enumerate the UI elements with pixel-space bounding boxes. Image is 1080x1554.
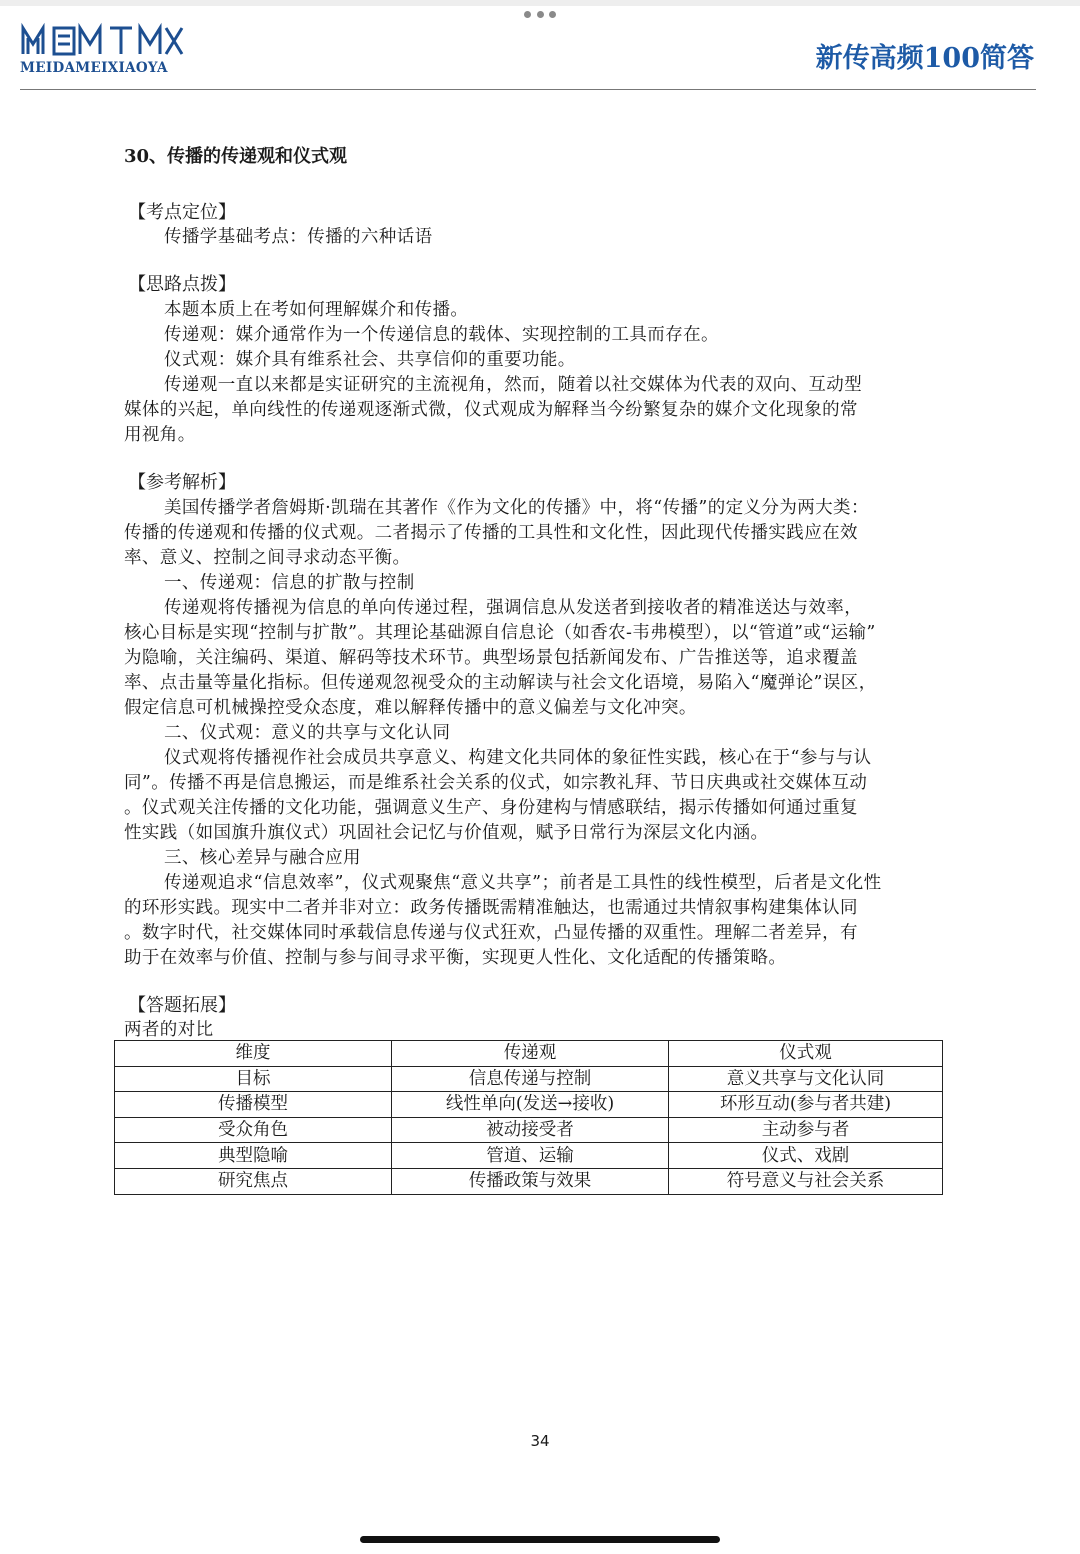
table-cell: 典型隐喻 — [115, 1143, 392, 1169]
section-heading-silu: 【思路点拨】 — [128, 274, 236, 295]
top-edge — [0, 0, 1080, 6]
text-line: 传递观将传播视为信息的单向传递过程，强调信息从发送者到接收者的精准送达与效率， — [164, 598, 863, 618]
text-line: 假定信息可机械操控受众态度，难以解释传播中的意义偏差与文化冲突。 — [124, 698, 697, 718]
text-line: 传递观追求“信息效率”，仪式观聚焦“意义共享”；前者是工具性的线性模型，后者是文化性 — [164, 873, 882, 893]
table-cell: 主动参与者 — [669, 1117, 943, 1143]
table-cell: 传播模型 — [115, 1092, 392, 1118]
text-line: 核心目标是实现“控制与扩散”。其理论基础源自信息论（如香农-韦弗模型），以“管道”或“运输” — [124, 623, 876, 643]
text-line: 本题本质上在考如何理解媒介和传播。 — [164, 300, 469, 320]
table-row — [115, 1143, 943, 1169]
header-title: 新传高频100简答 — [815, 43, 1034, 74]
logo — [20, 22, 190, 82]
table-cell: 被动接受者 — [392, 1117, 669, 1143]
drag-handle-dots[interactable] — [524, 9, 556, 19]
subheading-difference: 三、核心差异与融合应用 — [164, 848, 361, 868]
text-line: 仪式观：媒介具有维系社会、共享信仰的重要功能。 — [164, 350, 576, 370]
text-line: 传播学基础考点：传播的六种话语 — [164, 227, 433, 247]
table-cell: 线性单向(发送→接收) — [392, 1092, 669, 1118]
table-row — [115, 1168, 943, 1194]
text-line: 传递观：媒介通常作为一个传递信息的载体、实现控制的工具而存在。 — [164, 325, 719, 345]
header-divider — [20, 89, 1036, 90]
table-cell: 受众角色 — [115, 1117, 392, 1143]
subheading-transmission: 一、传递观：信息的扩散与控制 — [164, 573, 415, 593]
page-number: 34 — [530, 1432, 550, 1450]
table-header-cell: 维度 — [115, 1041, 392, 1067]
text-line: 。数字时代，社交媒体同时承载信息传递与仪式狂欢，凸显传播的双重性。理解二者差异，有 — [124, 923, 858, 943]
table-cell: 意义共享与文化认同 — [669, 1066, 943, 1092]
table-row — [115, 1117, 943, 1143]
table-caption: 两者的对比 — [124, 1020, 214, 1040]
section-heading-tuozhan: 【答题拓展】 — [128, 995, 236, 1016]
table-row — [115, 1066, 943, 1092]
text-line: 用视角。 — [124, 425, 196, 445]
subheading-ritual: 二、仪式观：意义的共享与文化认同 — [164, 723, 451, 743]
table-cell: 管道、运输 — [392, 1143, 669, 1169]
text-line: 性实践（如国旗升旗仪式）巩固社会记忆与价值观，赋予日常行为深层文化内涵。 — [124, 823, 769, 843]
text-line: 传递观一直以来都是实证研究的主流视角，然而，随着以社交媒体为代表的双向、互动型 — [164, 375, 863, 395]
question-title: 30、传播的传递观和仪式观 — [124, 146, 348, 167]
section-heading-kaodian: 【考点定位】 — [128, 202, 236, 223]
table-row — [115, 1092, 943, 1118]
text-line: 传播的传递观和传播的仪式观。二者揭示了传播的工具性和文化性，因此现代传播实践应在效 — [124, 523, 858, 543]
table-header-cell: 仪式观 — [669, 1041, 943, 1067]
logo-mark-icon — [20, 22, 185, 58]
text-line: 助于在效率与价值、控制与参与间寻求平衡，实现更人性化、文化适配的传播策略。 — [124, 948, 787, 968]
text-line: 。仪式观关注传播的文化功能，强调意义生产、身份建构与情感联结，揭示传播如何通过重复 — [124, 798, 858, 818]
text-line: 率、点击量等量化指标。但传递观忽视受众的主动解读与社会文化语境，易陷入“魔弹论”误区， — [124, 673, 877, 693]
comparison-table — [114, 1040, 943, 1195]
text-line: 媒体的兴起，单向线性的传递观逐渐式微，仪式观成为解释当今纷繁复杂的媒介文化现象的常 — [124, 400, 858, 420]
table-cell: 仪式、戏剧 — [669, 1143, 943, 1169]
text-line: 率、意义、控制之间寻求动态平衡。 — [124, 548, 411, 568]
text-line: 同”。传播不再是信息搬运，而是维系社会关系的仪式，如宗教礼拜、节日庆典或社交媒体互动 — [124, 773, 868, 793]
table-header-row — [115, 1041, 943, 1067]
text-line: 的环形实践。现实中二者并非对立：政务传播既需精准触达，也需通过共情叙事构建集体认同 — [124, 898, 858, 918]
table-cell: 研究焦点 — [115, 1168, 392, 1194]
text-line: 美国传播学者詹姆斯·凯瑞在其著作《作为文化的传播》中，将“传播”的定义分为两大类： — [164, 498, 869, 518]
table-cell: 目标 — [115, 1066, 392, 1092]
section-heading-jiexi: 【参考解析】 — [128, 472, 236, 493]
text-line: 仪式观将传播视作社会成员共享意义、构建文化共同体的象征性实践，核心在于“参与与认 — [164, 748, 872, 768]
table-cell: 环形互动(参与者共建) — [669, 1092, 943, 1118]
text-line: 为隐喻，关注编码、渠道、解码等技术环节。典型场景包括新闻发布、广告推送等，追求覆盖 — [124, 648, 858, 668]
table-cell: 传播政策与效果 — [392, 1168, 669, 1194]
logo-text: MEIDAMEIXIAOYA — [20, 60, 168, 76]
table-cell: 符号意义与社会关系 — [669, 1168, 943, 1194]
table-header-cell: 传递观 — [392, 1041, 669, 1067]
home-indicator[interactable] — [360, 1536, 720, 1543]
table-cell: 信息传递与控制 — [392, 1066, 669, 1092]
